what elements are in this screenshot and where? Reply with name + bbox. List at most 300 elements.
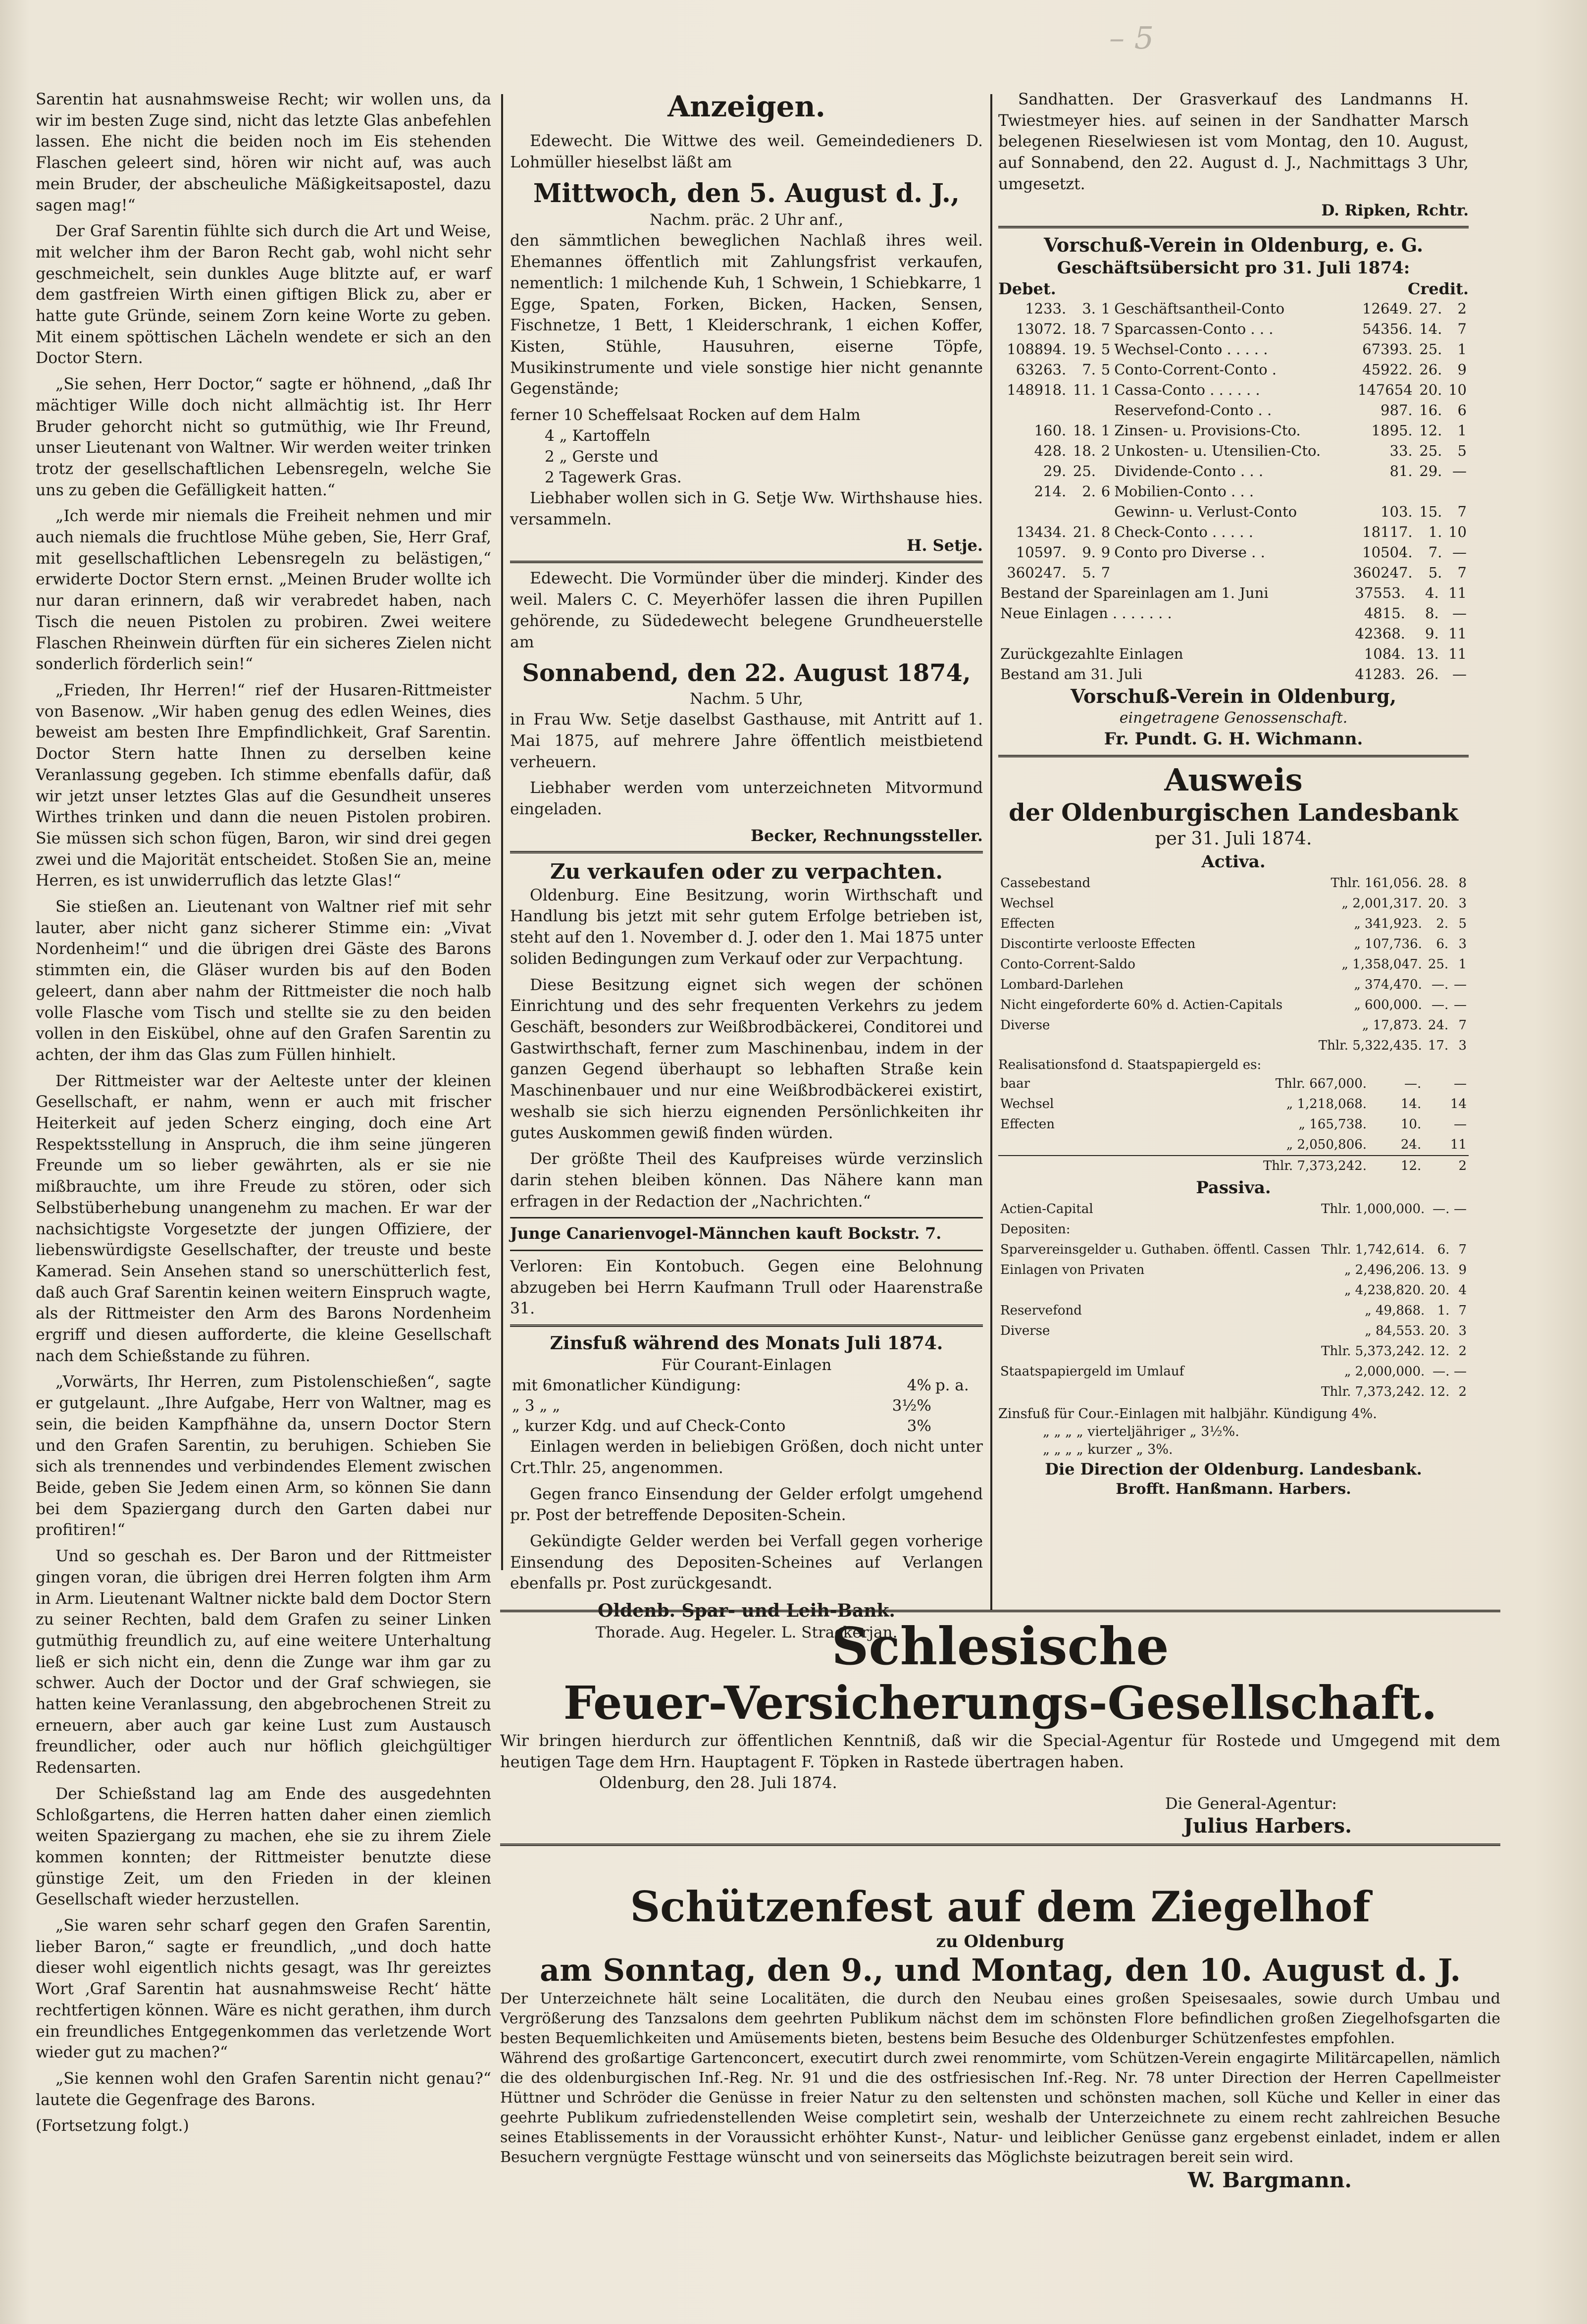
lb-title-bank: der Oldenburgischen Landesbank bbox=[1009, 798, 1458, 827]
table-cell: 19. bbox=[1073, 340, 1096, 358]
table-cell: 29. bbox=[1419, 462, 1442, 479]
lb-realis-title: Realisationsfond d. Staatspapiergeld es: bbox=[998, 1057, 1262, 1072]
table-row bbox=[998, 1074, 1469, 1094]
table-cell: 18. bbox=[1073, 422, 1096, 439]
table-row bbox=[998, 583, 1469, 603]
table-cell: Gewinn- u. Verlust-Conto bbox=[1114, 503, 1297, 520]
table-cell: 6 bbox=[1101, 482, 1111, 500]
table-cell: 24. bbox=[1428, 1017, 1449, 1033]
story-paragraph: Der Graf Sarentin fühlte sich durch die Art und Weise, mit welcher ihm der Baron Recht gab, wohl nicht sehr geschmeichelt, sein dunkles Auge blitzte auf, er warf dem gastfreien Wirth einen giftigen Blick zu, aber er hatte gute Gründe, seinem Zorn keine Worte zu geben. Mit einem spöttischen Lächeln wendete er sich an den Doctor Stern. bbox=[36, 222, 491, 368]
table-row bbox=[998, 1362, 1469, 1382]
table-cell: 26. bbox=[1419, 361, 1442, 378]
table-row bbox=[998, 1199, 1469, 1219]
debet-label: Debet. bbox=[998, 279, 1056, 298]
table-row bbox=[998, 1015, 1469, 1036]
ad-sale-title: Zu verkaufen oder zu verpachten. bbox=[550, 859, 943, 884]
table-cell: „ 17,873. bbox=[1362, 1017, 1422, 1033]
table-row bbox=[998, 1280, 1469, 1301]
table-cell: Unkosten- u. Utensilien-Cto. bbox=[1114, 442, 1321, 459]
table-cell: Effecten bbox=[1000, 1116, 1055, 1132]
table-cell: Thlr. 161,056. bbox=[1331, 875, 1422, 891]
table-row bbox=[998, 380, 1469, 400]
table-cell: 26. bbox=[1416, 665, 1439, 683]
table-cell: 8 bbox=[1458, 875, 1467, 891]
schuetzenfest-body: Der Unterzeichnete hält seine Localitäten, die durch den Neubau eines großen Speisesaales, sowie durch Umbau und Vergrößerung des Tanzsalons dem geehrten Publikum nächst dem im schönsten Flore befindlichen großen Ziegelhofsgarten die besten Bequemlichkeiten und Amüsements bieten, bestens beim Besuche des Oldenburger Schützenfestes empfohlen. bbox=[500, 1990, 1500, 2047]
insurance-agency: Die General-Agentur: bbox=[1165, 1794, 1337, 1813]
table-cell: 7 bbox=[1101, 320, 1111, 337]
vv-footer-subtitle: eingetragene Genossenschaft. bbox=[1119, 709, 1348, 727]
table-row: „ kurzer Kdg. und auf Check-Conto 3% bbox=[512, 1417, 931, 1435]
table-cell: Geschäftsantheil-Conto bbox=[1114, 300, 1285, 317]
table-cell: Bestand der Spareinlagen am 1. Juni bbox=[1000, 584, 1269, 601]
table-cell: 428. bbox=[1034, 442, 1067, 459]
table-cell: — bbox=[1452, 543, 1467, 561]
table-row bbox=[998, 873, 1469, 894]
lb-rate-note: „ „ „ „ vierteljähriger „ 3½%. bbox=[1043, 1424, 1239, 1439]
table-cell: 5. bbox=[1428, 564, 1442, 581]
rate-body: Gekündigte Gelder werden bei Verfall gegen vorherige Einsendung des Depositen-Scheines auf Verlangen ebenfalls pr. Post zurückgesandt. bbox=[510, 1532, 983, 1593]
table-row bbox=[998, 934, 1469, 954]
table-cell: Effecten bbox=[1000, 916, 1055, 931]
table-row bbox=[998, 1382, 1469, 1402]
table-cell: 5 bbox=[1458, 916, 1467, 931]
vv-subtitle: Geschäftsübersicht pro 31. Juli 1874: bbox=[1057, 258, 1410, 278]
story-paragraph: Der Rittmeister war der Aelteste unter der kleinen Gesellschaft, er nahm, wenn er auch mit frischer Heiterkeit auf jeden Scherz einging, doch eine Art Respektsstellung in Anspruch, die ihm seine jüngeren Freunde um so lieber gewährten, als er sie nie mißbrauchte, um ihre Freude zu stören, oder sich Selbstüberhebung unangenehm zu machen. Er war der nachsichtigste Vorgesetzte der jungen Offiziere, der liebenswürdigste Gesellschafter, der treuste und beste Kamerad. Sein Ansehen stand so unerschütterlich fest, daß auch Graf Sarentin keinen weitern Einspruch wagte, als der Rittmeister den Arm des Barons Nordenheim ergriff und diesen aufforderte, die kleine Gesellschaft nach dem Schießstande zu führen. bbox=[36, 1072, 491, 1365]
table-row bbox=[998, 995, 1469, 1015]
column-divider-right bbox=[990, 94, 992, 1610]
table-row: „ 3 „ „ 3½% bbox=[512, 1397, 931, 1415]
table-row bbox=[998, 319, 1469, 339]
ad-sale-body: Oldenburg. Eine Besitzung, worin Wirthschaft und Handlung bis jetzt mit sehr gutem Erfolge betrieben ist, steht auf den 1. November d. J. oder den 1. Mai 1875 unter soliden Bedingungen zum Verkauf oder zur Verpachtung. bbox=[510, 886, 983, 968]
table-cell bbox=[998, 1382, 1318, 1402]
table-cell bbox=[1068, 502, 1098, 522]
ad-lease-close: Liebhaber werden vom unterzeichneten Mitvormund eingeladen. bbox=[510, 779, 983, 819]
table-cell: 2 bbox=[1101, 442, 1111, 459]
table-cell: Bestand am 31. Juli bbox=[1000, 665, 1142, 683]
table-cell: — bbox=[1452, 665, 1467, 683]
table-cell: „ 165,738. bbox=[1298, 1116, 1367, 1132]
table-cell: 5 bbox=[1101, 361, 1111, 378]
table-cell: „ 1,358,047. bbox=[1341, 956, 1422, 972]
table-cell: 160. bbox=[1034, 422, 1067, 439]
table-cell: —. bbox=[1433, 1364, 1450, 1379]
divider bbox=[500, 1844, 1500, 1846]
divider bbox=[998, 226, 1469, 228]
table-cell: „ 2,496,206. bbox=[1344, 1262, 1425, 1277]
table-row: Thlr. 7,373,242. 12. 2 bbox=[998, 1156, 1469, 1176]
table-cell: 14 bbox=[1450, 1096, 1467, 1111]
table-cell: Dividende-Conto . . . bbox=[1114, 462, 1264, 479]
credit-label: Credit. bbox=[1407, 279, 1469, 298]
lb-signatures: Brofft. Hanßmann. Harbers. bbox=[1116, 1480, 1351, 1498]
list-item: 2 „ Gerste und bbox=[545, 448, 659, 466]
rate-bank-name: Oldenb. Spar- und Leih-Bank. bbox=[598, 1600, 895, 1622]
table-cell: Sparvereinsgelder u. Guthaben. öffentl. Cassen bbox=[1000, 1242, 1311, 1257]
page-number-mark: – 5 bbox=[1109, 20, 1154, 56]
table-cell: 8 bbox=[1101, 523, 1111, 540]
ad-auction-signature: H. Setje. bbox=[907, 536, 983, 555]
table-cell bbox=[998, 400, 1068, 421]
table-cell: Depositen: bbox=[1000, 1221, 1071, 1237]
table-row bbox=[998, 1036, 1469, 1056]
table-cell: 2 bbox=[1458, 1384, 1467, 1399]
table-cell: 148918. bbox=[1007, 381, 1067, 398]
table-cell: baar bbox=[1000, 1076, 1030, 1091]
table-cell bbox=[1444, 481, 1469, 502]
table-cell: 25. bbox=[1073, 462, 1096, 479]
table-cell: 4815. bbox=[1364, 604, 1405, 622]
table-cell: 11 bbox=[1448, 584, 1467, 601]
table-cell: —. bbox=[1433, 1201, 1450, 1216]
table-row bbox=[998, 481, 1469, 502]
table-row bbox=[998, 954, 1469, 975]
table-cell: Check-Conto . . . . . bbox=[1114, 523, 1253, 540]
table-cell: 7 bbox=[1101, 564, 1111, 581]
table-cell: 108894. bbox=[1007, 340, 1067, 358]
continued-note: (Fortsetzung folgt.) bbox=[36, 2117, 189, 2135]
schuetzenfest-body: Während des großartige Gartenconcert, executirt durch zwei renommirte, vom Schützen-Verein engagirte Militärcapellen, nämlich die des oldenburgischen Inf.-Reg. Nr. 91 und die des ostfriesischen Inf.-Reg. Nr. 78 unter Direction der Herren Capellmeister Hüttner und Schröder die Genüsse in freier Natur zu den seltensten und schönsten machen, soll Küche und Keller in einer das geehrte Publikum zufriedenstellenden Weise completirt sein, weshalb der Unterzeichnete zu einem recht zahlreichen Besuche seines Etablissements in der Voraussicht erhöhter Kunst-, Natur- und leiblicher Genüsse ganz ergebenst einladet, indem er allen Besuchern vergnügte Festtage wünscht und von seinerseits das Möglichste beizutragen bereit sein wird. bbox=[500, 2050, 1500, 2166]
table-cell bbox=[998, 502, 1068, 522]
table-cell: 9 bbox=[1458, 1262, 1467, 1277]
table-cell: Lombard-Darlehen bbox=[1000, 977, 1124, 992]
table-cell: 13. bbox=[1416, 645, 1439, 662]
table-cell bbox=[1318, 1219, 1427, 1240]
insurance-ad bbox=[500, 1605, 1500, 1851]
table-cell: 7 bbox=[1457, 320, 1467, 337]
table-cell bbox=[998, 624, 1339, 644]
ad-lease-signature: Becker, Rechnungssteller. bbox=[750, 826, 983, 845]
ad-auction-list bbox=[510, 405, 983, 488]
lb-title: Ausweis bbox=[1164, 761, 1303, 798]
lb-passiva-label: Passiva. bbox=[1196, 1177, 1271, 1198]
divider bbox=[510, 1217, 983, 1218]
table-cell: 21. bbox=[1073, 523, 1096, 540]
table-cell: Staatspapiergeld im Umlauf bbox=[1000, 1364, 1184, 1379]
table-cell: 7. bbox=[1428, 543, 1442, 561]
table-cell: 3 bbox=[1458, 1323, 1467, 1338]
table-cell: „ 341,923. bbox=[1354, 916, 1422, 931]
table-cell: —. bbox=[1431, 977, 1449, 992]
schuetzenfest-place: zu Oldenburg bbox=[936, 1932, 1065, 1952]
table-cell: 3 bbox=[1458, 1038, 1467, 1053]
table-cell: 10 bbox=[1448, 523, 1467, 540]
table-cell: 27. bbox=[1419, 300, 1442, 317]
vv-title: Vorschuß-Verein in Oldenburg, e. G. bbox=[1043, 233, 1424, 256]
divider bbox=[500, 1610, 1500, 1612]
table-row bbox=[998, 421, 1469, 441]
table-cell: 20. bbox=[1428, 896, 1449, 911]
lb-activa-table bbox=[998, 873, 1469, 1056]
ad-canary: Junge Canarienvogel-Männchen kauft Bockstr. 7. bbox=[510, 1224, 942, 1243]
table-cell: 14. bbox=[1419, 320, 1442, 337]
insurance-body: Wir bringen hierdurch zur öffentlichen Kenntniß, daß wir die Special-Agentur für Rostede und Umgegend mit dem heutigen Tage dem Hrn. Hauptagent F. Töpken in Rastede übertragen haben. bbox=[500, 1731, 1500, 1771]
table-cell: 42368. bbox=[1355, 625, 1405, 642]
table-cell: 7 bbox=[1457, 503, 1467, 520]
ad-auction-intro: Edewecht. Die Wittwe des weil. Gemeindedieners D. Lohmüller hieselbst läßt am bbox=[510, 132, 983, 171]
table-cell: 10. bbox=[1400, 1116, 1422, 1132]
table-cell: Diverse bbox=[1000, 1017, 1050, 1033]
table-cell: Neue Einlagen . . . . . . . bbox=[1000, 604, 1172, 622]
table-cell: 45922. bbox=[1362, 361, 1413, 378]
lb-passiva-table bbox=[998, 1199, 1469, 1402]
table-cell: —. bbox=[1431, 997, 1449, 1012]
table-cell bbox=[1427, 1219, 1451, 1240]
table-cell: 6. bbox=[1436, 936, 1449, 951]
table-cell bbox=[998, 1280, 1318, 1301]
story-paragraph: „Ich werde mir niemals die Freiheit nehmen und mir auch niemals die fruchtlose Mühe geben, Sie, Herr Graf, mit gesellschaftlichen Lebensregeln zu belästigen,“ erwiderte Doctor Stern ernst. „Meinen Bruder wollte ich nur daran erinnern, daß wir verabredet haben, nach Tisch die neuen Pistolen zu probiren. Zwei weitere Flaschen Rheinwein dürften für ein sicheres Zielen nicht sonderlich förderlich sein!“ bbox=[36, 507, 491, 674]
table-cell: 1084. bbox=[1364, 645, 1405, 662]
table-cell: 5 bbox=[1457, 442, 1467, 459]
table-cell: 2. bbox=[1082, 482, 1096, 500]
table-cell: Thlr. 1,742,614. bbox=[1321, 1242, 1425, 1257]
table-cell: Sparcassen-Conto . . . bbox=[1114, 320, 1274, 337]
table-cell: 4. bbox=[1425, 584, 1439, 601]
table-cell: Conto-Corrent-Conto . bbox=[1114, 361, 1277, 378]
sandhatten-notice: Sandhatten. Der Grasverkauf des Landmanns H. Twiestmeyer hies. auf seinen in der Sandhatter Marsch belegenen Rieselwiesen ist vom Montag, den 10. August, auf Sonnabend, den 22. August d. J., Nachmittags 3 Uhr, umgesetzt. bbox=[998, 91, 1469, 193]
table-cell: 7 bbox=[1458, 1303, 1467, 1318]
table-cell: 7 bbox=[1457, 564, 1467, 581]
rate-subtitle: Für Courant-Einlagen bbox=[661, 1356, 832, 1374]
ad-auction-body: den sämmtlichen beweglichen Nachlaß ihres weil. Ehemannes öffentlich mit Zahlungsfrist verkaufen, nementlich: 1 milchende Kuh, 1 Schwein, 1 Schiebkarre, 1 Egge, Spaten, Forken, Bicken, Hacken, Sensen, Fischnetze, 1 Bett, 1 Kleiderschrank, 1 eichen Koffer, Kisten, Stühle, Hausuhren, eiserne Töpfe, Musikinstrumente und viele sonstige hier nicht genannte Gegenstände; bbox=[510, 232, 983, 398]
table-cell: Thlr. 7,373,242. bbox=[1321, 1384, 1425, 1399]
table-cell: 3. bbox=[1082, 300, 1096, 317]
table-cell: 37553. bbox=[1355, 584, 1405, 601]
divider bbox=[510, 561, 983, 563]
table-cell: 33. bbox=[1389, 442, 1413, 459]
table-cell: — bbox=[1454, 1364, 1467, 1379]
story-paragraph: Der Schießstand lag am Ende des ausgedehnten Schloßgartens, die Herren hatten daher einen ziemlich weiten Spaziergang zu machen, ehe sie zu ihrem Ziele kommen konnten; der Rittmeister benutzte diese günstige Zeit, um den Frieden in der kleinen Gesellschaft wieder herzustellen. bbox=[36, 1785, 491, 1909]
table-cell: 360247. bbox=[1007, 564, 1067, 581]
table-cell: 1 bbox=[1457, 340, 1467, 358]
lb-realis-table bbox=[998, 1074, 1469, 1176]
table-cell: „ 374,470. bbox=[1354, 977, 1422, 992]
table-cell: Wechsel bbox=[1000, 896, 1054, 911]
insurance-title-line1: Schlesische bbox=[831, 1616, 1169, 1677]
table-cell: 147654 bbox=[1357, 381, 1413, 398]
table-cell bbox=[1415, 481, 1444, 502]
rate-signatures: Thorade. Aug. Hegeler. L. Strackerjan. bbox=[595, 1624, 898, 1642]
ad-lease-intro: Edewecht. Die Vormünder über die minderj. Kinder des weil. Malers C. C. Meyerhöfer lassen die ihren Pupillen gehörende, zu Südedewecht belegene Grundheuerstelle am bbox=[510, 570, 983, 651]
lb-activa-label: Activa. bbox=[1201, 851, 1266, 872]
ad-sale-body: Diese Besitzung eignet sich wegen der schönen Einrichtung und des sehr frequenten Verkehrs zu jedem Geschäft, besonders zur Weißbrodbäckerei, Conditorei und Gastwirthschaft, ferner zum Maschinenbau, indem in der ganzen Gegend überhaupt so lebhaften Straße kein Maschinenbauer und nur eine Weißbrodbäckerei existirt, weshalb sie sich hierzu eignenden Persönlichkeiten ihr gutes Auskommen gewiß finden würden. bbox=[510, 976, 983, 1142]
rate-body: Einlagen werden in beliebigen Größen, doch nicht unter Crt.Thlr. 25, angenommen. bbox=[510, 1438, 983, 1477]
table-cell: Zinsen- u. Provisions-Cto. bbox=[1114, 422, 1301, 439]
table-cell bbox=[998, 1036, 1308, 1056]
schuetzenfest-signature: W. Bargmann. bbox=[1187, 2168, 1352, 2192]
table-cell: 5 bbox=[1101, 340, 1111, 358]
table-row bbox=[998, 624, 1469, 644]
ad-lease-time: Nachm. 5 Uhr, bbox=[690, 690, 803, 708]
table-cell: 25. bbox=[1419, 340, 1442, 358]
table-cell: 12. bbox=[1429, 1343, 1450, 1359]
table-row bbox=[998, 914, 1469, 934]
story-paragraph: Sarentin hat ausnahmsweise Recht; wir wollen uns, da wir im besten Zuge sind, nicht das letzte Glas anbefehlen lassen. Ehe nicht die beiden noch im Eis stehenden Flaschen geleert sind, hören wir nicht auf, was auch mein Bruder, der abscheuliche Mäßigkeitsapostel, dazu sagen mag!“ bbox=[36, 91, 491, 214]
table-row bbox=[998, 1301, 1469, 1321]
table-cell: 10597. bbox=[1016, 543, 1067, 561]
table-cell: — bbox=[1452, 604, 1467, 622]
table-cell bbox=[1068, 400, 1098, 421]
table-cell: 12. bbox=[1429, 1384, 1450, 1399]
table-cell: Thlr. 667,000. bbox=[1275, 1076, 1367, 1091]
table-cell: — bbox=[1454, 997, 1467, 1012]
table-cell: Conto pro Diverse . . bbox=[1114, 543, 1265, 561]
table-cell: Wechsel bbox=[1000, 1096, 1054, 1111]
table-cell: 103. bbox=[1381, 503, 1413, 520]
story-paragraph: „Vorwärts, Ihr Herren, zum Pistolenschießen“, sagte er gutgelaunt. „Ihre Aufgabe, Herr von Waltner, mag es sein, die beiden Kampfhähne da, unsern Doctor Stern und den Grafen Sarentin, zu beruhigen. Schieben Sie sich als trennendes und verbindendes Element zwischen Beide, geben Sie Jedem einen Arm, so können Sie dann bei dem Spaziergang durch den Garten dabei nur profitiren!“ bbox=[36, 1373, 491, 1539]
ads-column bbox=[510, 89, 983, 1642]
vv-balance-table bbox=[998, 299, 1469, 583]
table-cell: 1 bbox=[1458, 956, 1467, 972]
table-cell: 11. bbox=[1073, 381, 1096, 398]
table-cell: Einlagen von Privaten bbox=[1000, 1262, 1145, 1277]
insurance-title-line2: Feuer-Versicherungs-Gesellschaft. bbox=[563, 1676, 1437, 1730]
table-row bbox=[998, 563, 1469, 583]
table-row bbox=[998, 461, 1469, 481]
table-row bbox=[998, 1219, 1469, 1240]
table-cell: 41283. bbox=[1355, 665, 1405, 683]
table-row bbox=[998, 360, 1469, 380]
table-cell: 29. bbox=[1043, 462, 1067, 479]
story-paragraph: „Sie waren sehr scharf gegen den Grafen Sarentin, lieber Baron,“ sagte er freundlich, „und doch hatte dieser wohl eigentlich nichts gesagt, was Ihr gereiztes Wort ‚Graf Sarentin hat ausnahmsweise Recht‘ hätte rechtfertigen können. Wäre es nicht gerathen, ihm durch ein freundliches Entgegenkommen das verletzende Wort wieder gut zu machen?“ bbox=[36, 1917, 491, 2062]
table-row bbox=[998, 603, 1469, 624]
table-cell: Diverse bbox=[1000, 1323, 1050, 1338]
table-cell: — bbox=[1452, 462, 1467, 479]
table-cell: Discontirte verlooste Effecten bbox=[1000, 936, 1196, 951]
table-row bbox=[998, 542, 1469, 563]
vv-footer-title: Vorschuß-Verein in Oldenburg, bbox=[1071, 685, 1396, 707]
table-cell: 1. bbox=[1437, 1303, 1450, 1318]
table-cell: Thlr. 5,373,242. bbox=[1321, 1343, 1425, 1359]
table-cell: „ 1,218,068. bbox=[1286, 1096, 1367, 1111]
table-cell: 2 bbox=[1458, 1343, 1467, 1359]
table-cell: 1. bbox=[1428, 523, 1442, 540]
table-cell: 987. bbox=[1381, 401, 1413, 419]
table-row bbox=[998, 1321, 1469, 1341]
ad-lost-ledger: Verloren: Ein Kontobuch. Gegen eine Belohnung abzugeben bei Herrn Kaufmann Trull oder Haarenstraße 31. bbox=[510, 1258, 983, 1318]
lb-title-date: per 31. Juli 1874. bbox=[1155, 828, 1312, 849]
table-cell: 1 bbox=[1101, 381, 1111, 398]
rate-title: Zinsfuß während des Monats Juli 1874. bbox=[550, 1333, 943, 1354]
table-row bbox=[998, 644, 1469, 664]
table-cell: 67393. bbox=[1362, 340, 1413, 358]
table-cell: 7 bbox=[1458, 1017, 1467, 1033]
table-cell: Nicht eingeforderte 60% d. Actien-Capitals bbox=[1000, 997, 1283, 1012]
table-cell: — bbox=[1454, 1116, 1467, 1132]
table-row bbox=[998, 522, 1469, 542]
table-cell bbox=[1098, 400, 1112, 421]
table-cell: — bbox=[1454, 977, 1467, 992]
insurance-signature: Julius Harbers. bbox=[1183, 1814, 1352, 1838]
table-cell: Mobilien-Conto . . . bbox=[1114, 482, 1254, 500]
table-cell: 20. bbox=[1419, 381, 1442, 398]
story-paragraph: „Sie sehen, Herr Doctor,“ sagte er höhnend, „daß Ihr mächtiger Wille doch nicht allmächtig ist. Ihr Herr Bruder gehorcht nicht so gutmüthig, wie Ihr Freund, unser Lieutenant von Waltner. Wir werden weiter trinken trotz der gesellschaftlichen Lebensregeln, welche Sie uns zu geben die Gefälligkeit hatten.“ bbox=[36, 375, 491, 499]
finance-column bbox=[998, 89, 1469, 1575]
table-cell: 10504. bbox=[1362, 543, 1413, 561]
table-cell: Thlr. 5,322,435. bbox=[1318, 1038, 1422, 1053]
table-cell: 13. bbox=[1429, 1262, 1450, 1277]
table-cell: 2 bbox=[1457, 300, 1467, 317]
story-paragraph: „Frieden, Ihr Herren!“ rief der Husaren-Rittmeister von Basenow. „Wir haben genug des edlen Weines, dies beweist am besten Ihre Empfindlichkeit, Graf Sarentin. Doctor Stern hatte Ihnen zu derselben keine Veranlassung gegeben. Ich stimme ebenfalls dafür, daß wir jetzt unser letztes Glas auf die Gesundheit unseres Wirthes trinken und dann die neuen Pistolen probiren. Sie müssen sich schon fügen, Baron, wir sind drei gegen zwei und die Majorität entscheidet. Stoßen Sie an, meine Herren, es ist unwiderruflich das letzte Glas!“ bbox=[36, 681, 491, 890]
ad-sale-body: Der größte Theil des Kaufpreises würde verzinslich darin stehen bleiben können. Das Nähere kann man erfragen in der Redaction der „Nachrichten.“ bbox=[510, 1150, 983, 1211]
table-cell: „ 2,000,000. bbox=[1344, 1364, 1425, 1379]
table-cell: 7 bbox=[1458, 1242, 1467, 1257]
table-cell: 214. bbox=[1034, 482, 1067, 500]
table-cell: Conto-Corrent-Saldo bbox=[1000, 956, 1135, 972]
table-cell: Cassebestand bbox=[1000, 875, 1091, 891]
table-cell: 3 bbox=[1458, 936, 1467, 951]
table-cell: Actien-Capital bbox=[1000, 1201, 1093, 1216]
table-row bbox=[998, 1094, 1469, 1114]
table-cell: 13434. bbox=[1016, 523, 1067, 540]
table-cell: 4 bbox=[1458, 1282, 1467, 1298]
list-item: ferner 10 Scheffelsaat Rocken auf dem Halm bbox=[510, 406, 861, 424]
table-cell: 8. bbox=[1425, 604, 1439, 622]
ad-auction-date: Mittwoch, den 5. August d. J., bbox=[533, 178, 960, 209]
table-cell: 7. bbox=[1082, 361, 1096, 378]
table-row bbox=[998, 400, 1469, 421]
table-cell: 25. bbox=[1419, 442, 1442, 459]
table-row bbox=[998, 1114, 1469, 1135]
column-divider-left bbox=[501, 94, 503, 1570]
table-cell: 18. bbox=[1073, 320, 1096, 337]
table-cell: 9. bbox=[1425, 625, 1439, 642]
list-item: 2 Tagewerk Gras. bbox=[545, 469, 682, 487]
table-cell: — bbox=[1454, 1201, 1467, 1216]
list-item: 4 „ Kartoffeln bbox=[545, 427, 651, 445]
table-cell: — bbox=[1454, 1076, 1467, 1091]
table-cell bbox=[1451, 1219, 1469, 1240]
table-cell: 360247. bbox=[1353, 564, 1413, 581]
table-row: „ 2,050,806. 24. 11 bbox=[1286, 1137, 1467, 1152]
table-cell: 20. bbox=[1429, 1323, 1450, 1338]
table-cell: „ 84,553. bbox=[1365, 1323, 1425, 1338]
insurance-date: Oldenburg, den 28. Juli 1874. bbox=[599, 1773, 837, 1793]
table-cell: 9. bbox=[1082, 543, 1096, 561]
story-column bbox=[36, 89, 491, 2308]
divider bbox=[510, 1324, 983, 1327]
table-cell: 12649. bbox=[1362, 300, 1413, 317]
table-cell bbox=[1098, 461, 1112, 481]
table-row bbox=[998, 502, 1469, 522]
table-cell: 11 bbox=[1448, 625, 1467, 642]
table-cell: „ 2,001,317. bbox=[1341, 896, 1422, 911]
table-cell: Cassa-Conto . . . . . . bbox=[1114, 381, 1260, 398]
table-cell: 6. bbox=[1437, 1242, 1450, 1257]
schuetzenfest-title: Schützenfest auf dem Ziegelhof bbox=[630, 1882, 1371, 1931]
table-cell: „ 4,238,820. bbox=[1344, 1282, 1425, 1298]
story-paragraph: „Sie kennen wohl den Grafen Sarentin nicht genau?“ lautete die Gegenfrage des Barons. bbox=[36, 2069, 491, 2109]
table-cell: Reservefond-Conto . . bbox=[1114, 401, 1272, 419]
ad-auction-time: Nachm. präc. 2 Uhr anf., bbox=[649, 211, 844, 229]
divider bbox=[510, 851, 983, 853]
table-row bbox=[998, 1341, 1469, 1362]
table-cell: „ 49,868. bbox=[1365, 1303, 1425, 1318]
table-cell: 6 bbox=[1457, 401, 1467, 419]
table-row bbox=[998, 664, 1469, 685]
table-cell: 9 bbox=[1457, 361, 1467, 378]
table-cell: „ 600,000. bbox=[1354, 997, 1422, 1012]
vv-savings-table bbox=[998, 583, 1469, 685]
ad-lease-date: Sonnabend, den 22. August 1874, bbox=[522, 659, 971, 687]
vv-header bbox=[998, 279, 1469, 299]
table-row: mit 6monatlicher Kündigung: 4% p. a. bbox=[512, 1376, 969, 1395]
table-cell: Wechsel-Conto . . . . . bbox=[1114, 340, 1268, 358]
table-cell: 2. bbox=[1436, 916, 1449, 931]
sandhatten-signature: D. Ripken, Rchtr. bbox=[1321, 201, 1469, 219]
table-cell: Zurückgezahlte Einlagen bbox=[1000, 645, 1183, 662]
table-cell: 1233. bbox=[1025, 300, 1067, 317]
table-cell: 12. bbox=[1419, 422, 1442, 439]
